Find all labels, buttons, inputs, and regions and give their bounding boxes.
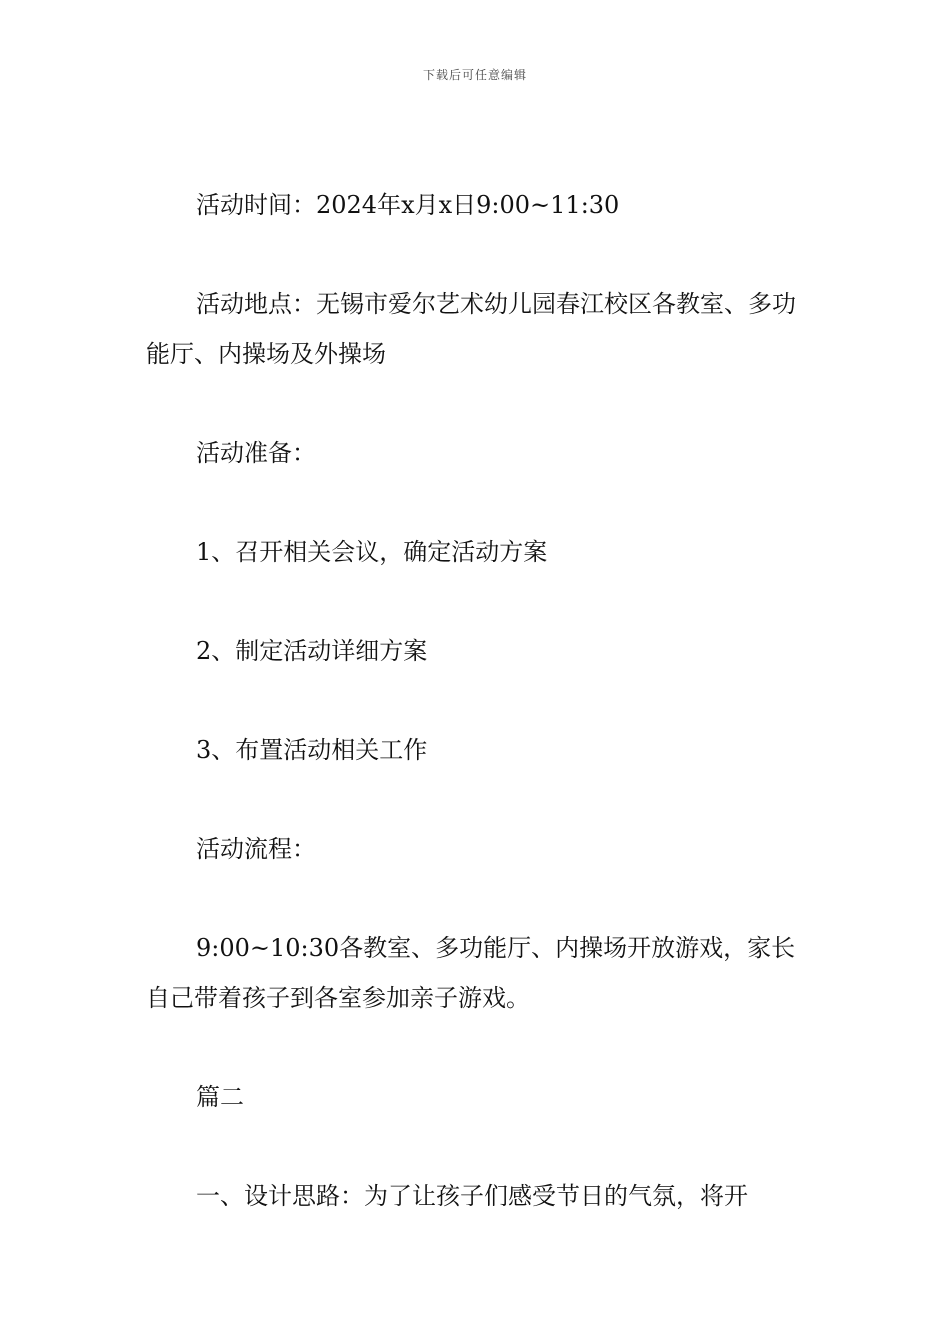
paragraph-preparation-item-1: 1、召开相关会议，确定活动方案 <box>196 538 548 566</box>
paragraph-preparation-item-2: 2、制定活动详细方案 <box>196 637 428 665</box>
paragraph-activity-time: 活动时间：2024年x月x日9:00~11:30 <box>196 191 620 219</box>
document-body <box>146 180 810 1270</box>
paragraph-activity-location: 活动地点：无锡市爱尔艺术幼儿园春江校区各教室、多功能厅、内操场及外操场 <box>146 290 796 368</box>
paragraph-preparation-heading: 活动准备： <box>196 439 316 467</box>
paragraph-design-idea: 一、设计思路：为了让孩子们感受节日的气氛，将开 <box>196 1182 748 1210</box>
paragraph-preparation-item-3: 3、布置活动相关工作 <box>196 736 428 764</box>
header-note: 下载后可任意编辑 <box>422 68 527 82</box>
paragraph-section-two-title: 篇二 <box>196 1083 244 1111</box>
paragraph-process-heading: 活动流程： <box>196 835 316 863</box>
paragraph-process-detail: 9:00~10:30各教室、多功能厅、内操场开放游戏，家长自己带着孩子到各室参加亲子游戏。 <box>146 934 796 1012</box>
